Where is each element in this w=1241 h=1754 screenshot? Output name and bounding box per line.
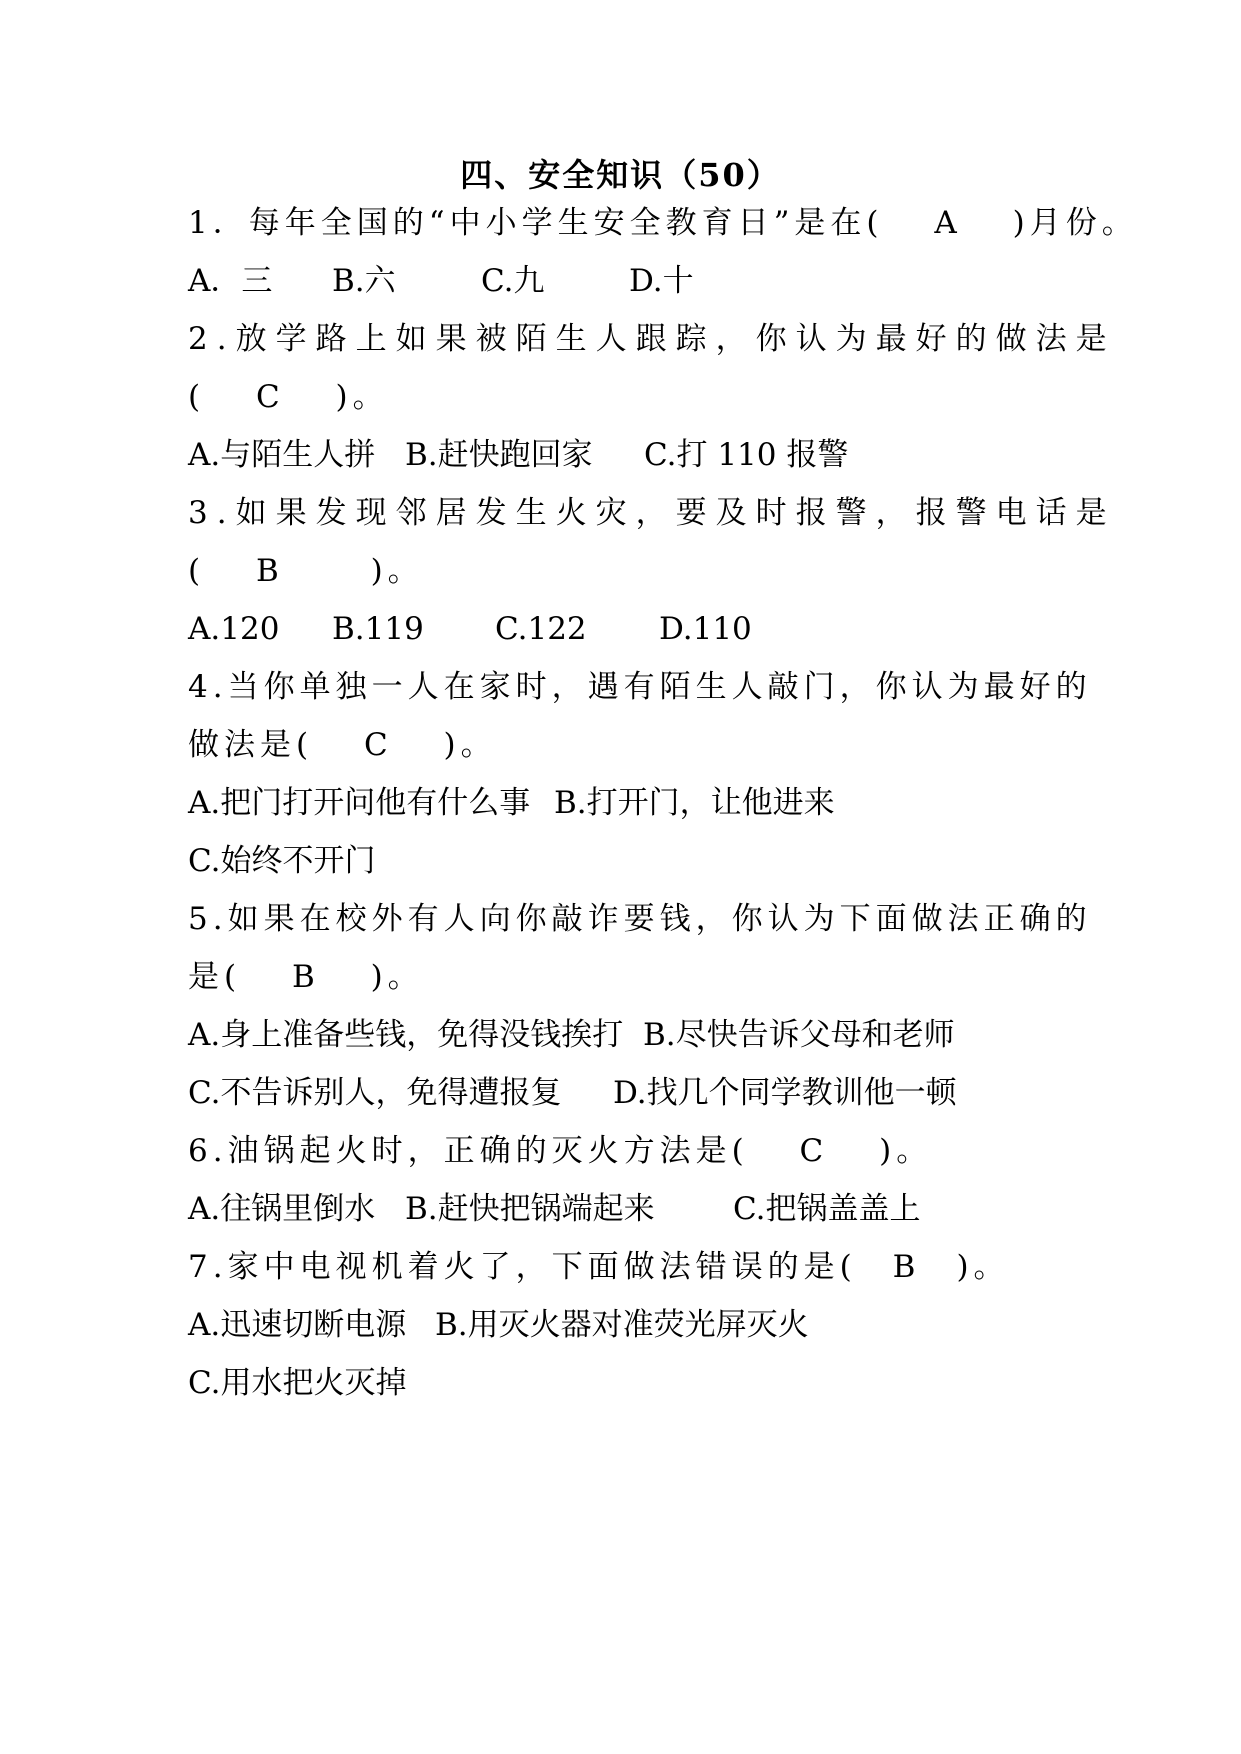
question-7-option-b: B.用灭火器对准荧光屏灭火 — [435, 1307, 809, 1343]
question-4-option-a: A.把门打开问他有什么事 — [188, 785, 531, 821]
question-2-stem-line-1: 2.放学路上如果被陌生人跟踪，你认为最好的做法是 — [188, 321, 1116, 357]
question-7-stem: 7.家中电视机着火了，下面做法错误的是( B )。 — [188, 1249, 1010, 1285]
question-5-option-c: C.不告诉别人，免得遭报复 — [188, 1075, 562, 1111]
question-6-option-b: B.赶快把锅端起来 — [405, 1191, 655, 1227]
question-4-option-c: C.始终不开门 — [188, 843, 376, 879]
question-2-option-c: C.打 110 报警 — [644, 437, 849, 473]
question-4-stem-line-2: 做法是( C )。 — [188, 727, 497, 763]
question-3-option-b: B.119 — [332, 611, 424, 647]
question-2-option-b: B.赶快跑回家 — [405, 437, 593, 473]
question-5-option-a: A.身上准备些钱，免得没钱挨打 — [188, 1017, 624, 1053]
question-3-option-d: D.110 — [659, 611, 752, 647]
question-1-stem: 1．每年全国的“中小学生安全教育日”是在( A )月份。 — [188, 205, 1138, 241]
question-5-option-b: B.尽快告诉父母和老师 — [643, 1017, 955, 1053]
question-4-stem-line-1: 4.当你单独一人在家时，遇有陌生人敲门，你认为最好的 — [188, 669, 1092, 705]
question-1-option-d: D.十 — [629, 263, 694, 299]
question-5-stem-line-1: 5.如果在校外有人向你敲诈要钱，你认为下面做法正确的 — [188, 901, 1092, 937]
question-5-stem-line-2: 是( B )。 — [188, 959, 424, 995]
question-7-option-a: A.迅速切断电源 — [188, 1307, 407, 1343]
question-3-option-c: C.122 — [495, 611, 587, 647]
question-6-option-a: A.往锅里倒水 — [188, 1191, 376, 1227]
question-3-stem-line-2: ( B )。 — [188, 553, 424, 589]
question-5-option-d: D.找几个同学教训他一顿 — [613, 1075, 957, 1111]
question-1-option-b: B.六 — [332, 263, 396, 299]
question-6-stem: 6.油锅起火时，正确的灭火方法是( C )。 — [188, 1133, 933, 1169]
question-2-option-a: A.与陌生人拼 — [188, 437, 376, 473]
question-1-option-c: C.九 — [481, 263, 545, 299]
question-6-option-c: C.把锅盖盖上 — [733, 1191, 921, 1227]
question-3-option-a: A.120 — [188, 611, 280, 647]
question-7-option-c: C.用水把火灭掉 — [188, 1365, 407, 1401]
question-2-stem-line-2: ( C )。 — [188, 379, 389, 415]
section-title: 四、安全知识（50） — [460, 156, 781, 194]
question-1-option-a: A．三 — [188, 263, 273, 299]
question-3-stem-line-1: 3.如果发现邻居发生火灾，要及时报警，报警电话是 — [188, 495, 1116, 531]
question-4-option-b: B.打开门，让他进来 — [554, 785, 835, 821]
